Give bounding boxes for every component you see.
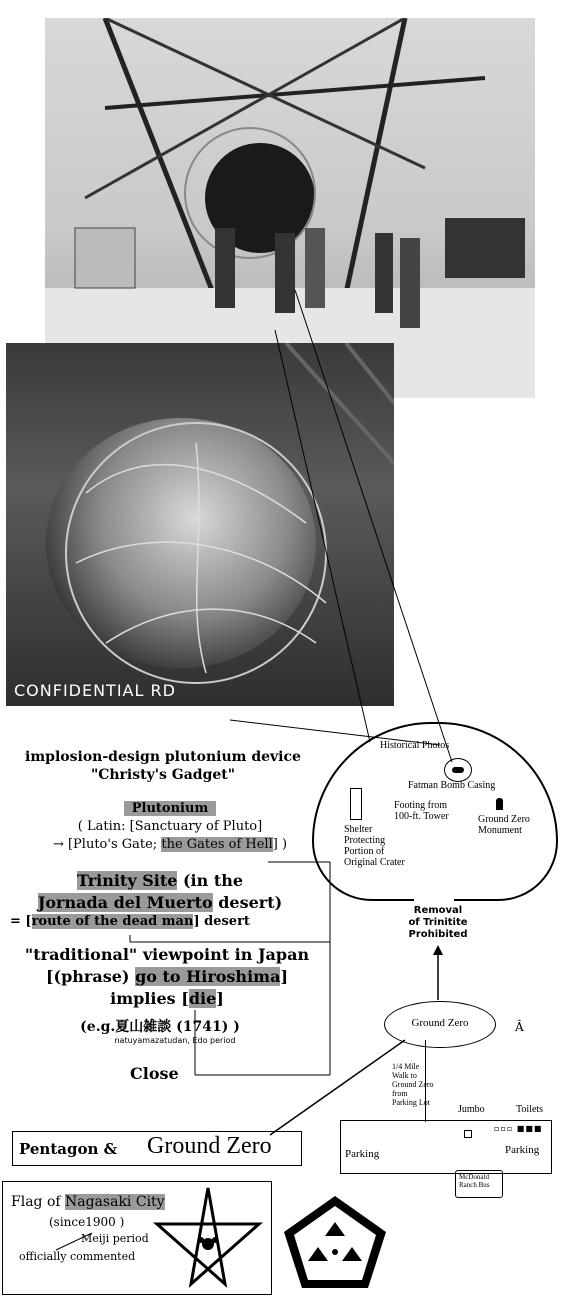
nagasaki-star-emblem: [153, 1184, 263, 1292]
monument-icon: [496, 798, 503, 810]
implies-suffix: ]: [216, 989, 224, 1008]
route-of-dead-man: route of the dead man: [31, 914, 194, 929]
ground-zero-oval: [384, 1001, 496, 1048]
phrase-prefix: [(phrase): [45, 967, 130, 986]
close-label: Close: [130, 1064, 179, 1083]
gates-prefix: → [Pluto's Gate;: [52, 837, 158, 852]
trinity-site: Trinity Site: [76, 871, 178, 890]
since-year: (since1900 ): [49, 1215, 125, 1229]
device-description: implosion-design plutonium device: [25, 749, 301, 765]
toilets-marker: ▫▫▫ ■■■: [494, 1124, 543, 1133]
nagasaki-pentagon-emblem: [280, 1192, 390, 1292]
shelter-label: Shelter Protecting Portion of Original Crater: [344, 824, 405, 868]
trinity-rest: (in the: [182, 871, 244, 890]
route-suffix: ] desert: [193, 914, 250, 929]
gadget-name: "Christy's Gadget": [90, 767, 236, 783]
gates-suffix: ] ): [272, 837, 288, 852]
example-citation: (e.g.夏山雑談 (1741) ): [80, 1019, 240, 1035]
example-note: natuyamazatudan, Edo period: [114, 1036, 236, 1045]
confidential-caption: CONFIDENTIAL RD: [14, 681, 176, 700]
jornada-rest: desert): [218, 893, 283, 912]
monument-label: Ground Zero Monument: [478, 814, 530, 836]
fatman-icon: [452, 767, 464, 773]
route-prefix: = [: [10, 914, 32, 929]
jumbo-label: Jumbo: [458, 1104, 485, 1115]
nagasaki-city: Nagasaki City: [65, 1194, 165, 1210]
parking-right-label: Parking: [505, 1144, 540, 1156]
implies-prefix: implies [: [110, 989, 189, 1008]
shelter-icon: [350, 788, 362, 820]
die-word: die: [188, 989, 217, 1008]
latin-line: ( Latin: [Sanctuary of Pluto]: [77, 819, 263, 834]
pentagon-label: Pentagon &: [19, 1140, 118, 1158]
mcdonald-ranch-bus: [455, 1170, 503, 1198]
phrase-suffix: ]: [280, 967, 289, 986]
ground-zero-oval-label: Ground Zero: [411, 1017, 469, 1029]
flag-title-prefix: Flag of: [11, 1194, 61, 1210]
jumbo-marker: [464, 1130, 472, 1138]
gates-of-hell: the Gates of Hell: [161, 837, 273, 852]
fatman-label: Fatman Bomb Casing: [408, 780, 496, 791]
nagasaki-flag-box: [2, 1181, 272, 1295]
plutonium-label: Plutonium: [124, 801, 216, 816]
meiji-period: Meiji period: [81, 1232, 149, 1245]
traditional-viewpoint: "traditional" viewpoint in Japan: [24, 945, 310, 964]
map-gap: [414, 884, 454, 902]
mcdonald-label: McDonald Ranch Bus: [459, 1173, 490, 1189]
toilets-label: Toilets: [516, 1104, 544, 1115]
go-to-hiroshima: go to Hiroshima: [135, 967, 281, 986]
fatman-marker: [444, 758, 472, 782]
removal-label: Removal of Trinitite Prohibited: [408, 905, 468, 940]
north-arrow-icon: Â: [515, 1020, 524, 1034]
historical-photos-label: Historical Photos: [380, 740, 450, 751]
officially-commented: officially commented: [19, 1250, 136, 1263]
pentagon-ground-zero-box: [12, 1131, 302, 1166]
parking-left-label: Parking: [345, 1148, 380, 1160]
footing-label: Footing from 100-ft. Tower: [394, 800, 449, 822]
ground-zero-wordmark: Ground Zero: [147, 1133, 272, 1159]
jornada-del-muerto: Jornada del Muerto: [37, 893, 213, 912]
walk-label: 1/4 Mile Walk to Ground Zero from Parking Lot: [392, 1062, 434, 1107]
